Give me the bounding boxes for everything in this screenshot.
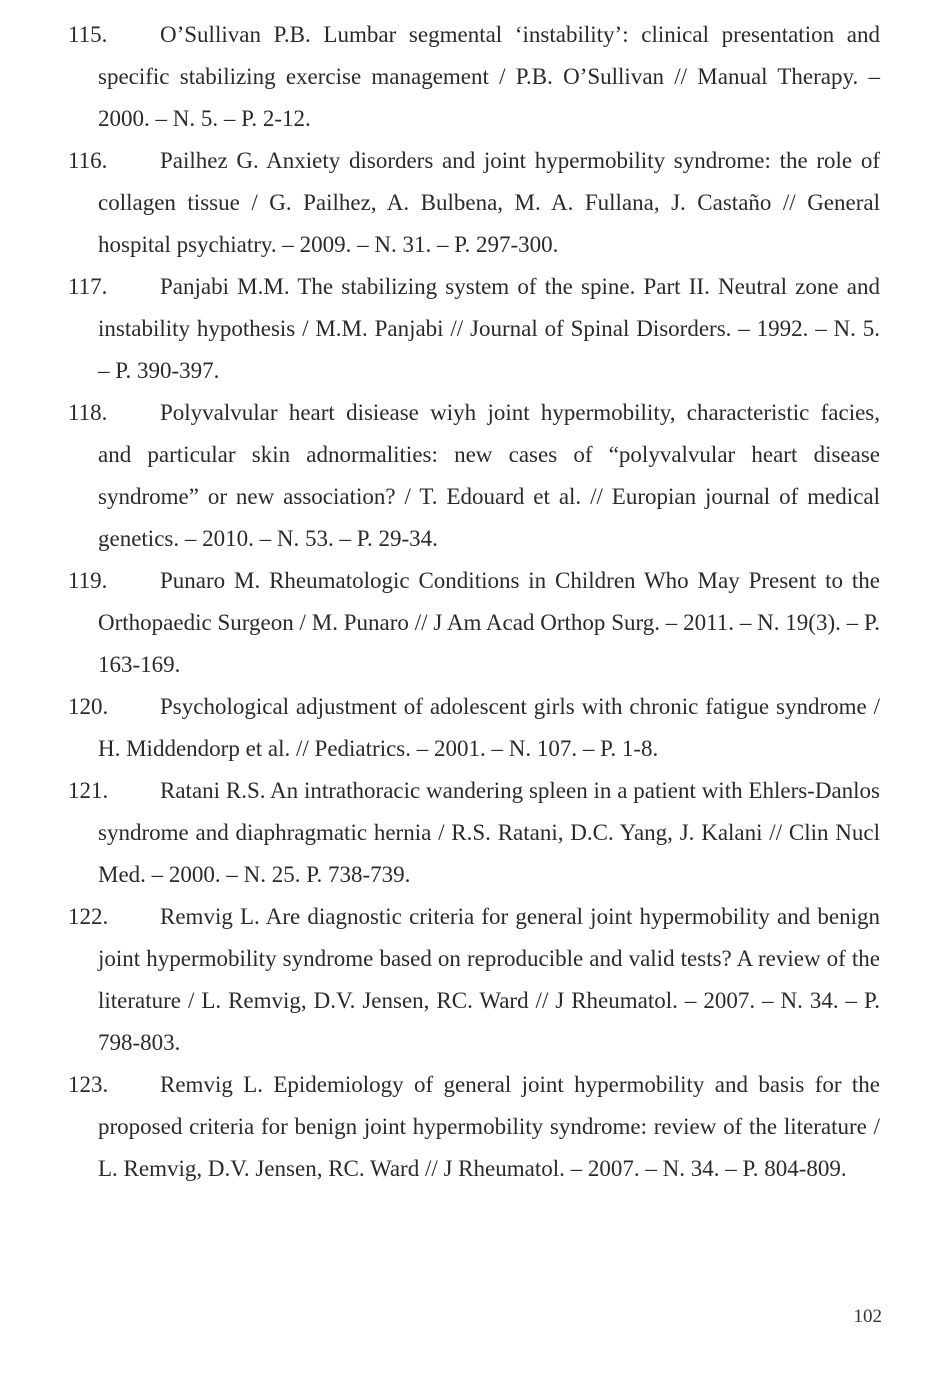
reference-text: Pailhez G. Anxiety disorders and joint hypermobility syndrome: the role of collagen tissue / G. Pailhez, A. Bulbena, M. A. Fullana, J. Castaño // General hospital psychiatry. – 2009. – N. 31. – P. 297-300.	[98, 148, 880, 257]
reference-item	[68, 266, 880, 392]
page-number: 102	[853, 1306, 882, 1327]
reference-text: Ratani R.S. An intrathoracic wandering spleen in a patient with Ehlers-Danlos syndrome and diaphragmatic hernia / R.S. Ratani, D.C. Yang, J. Kalani // Clin Nucl Med. – 2000. – N. 25. P. 738-739.	[98, 778, 880, 887]
reference-number: 121.	[68, 778, 109, 803]
reference-item	[68, 770, 880, 896]
reference-text: Punaro M. Rheumatologic Conditions in Children Who May Present to the Orthopaedic Surgeon / M. Punaro // J Am Acad Orthop Surg. – 2011. – N. 19(3). – P. 163-169.	[98, 568, 880, 677]
reference-item	[68, 392, 880, 560]
reference-text: Psychological adjustment of adolescent girls with chronic fatigue syndrome / H. Middendorp et al. // Pediatrics. – 2001. – N. 107. – P. 1-8.	[98, 694, 880, 761]
reference-text: Polyvalvular heart disiease wiyh joint hypermobility, characteristic facies, and particular skin adnormalities: new cases of “polyvalvular heart disease syndrome” or new association? / T. Edouard et al. // Europian journal of medical genetics. – 2010. – N. 53. – P. 29-34.	[98, 400, 880, 551]
reference-item	[68, 1064, 880, 1190]
reference-item	[68, 140, 880, 266]
reference-number: 115.	[68, 22, 108, 47]
reference-number: 120.	[68, 694, 109, 719]
reference-text: Remvig L. Are diagnostic criteria for general joint hypermobility and benign joint hypermobility syndrome based on reproducible and valid tests? A review of the literature / L. Remvig, D.V. Jensen, RC. Ward // J Rheumatol. – 2007. – N. 34. – P. 798-803.	[98, 904, 880, 1055]
reference-number: 122.	[68, 904, 109, 929]
reference-number: 123.	[68, 1072, 109, 1097]
reference-text: Panjabi M.M. The stabilizing system of the spine. Part II. Neutral zone and instability hypothesis / M.M. Panjabi // Journal of Spinal Disorders. – 1992. – N. 5. – P. 390-397.	[98, 274, 880, 383]
reference-text: O’Sullivan P.B. Lumbar segmental ‘instability’: clinical presentation and specific stabilizing exercise management / P.B. O’Sullivan // Manual Therapy. – 2000. – N. 5. – P. 2-12.	[98, 22, 880, 131]
reference-item	[68, 896, 880, 1064]
reference-number: 118.	[68, 400, 108, 425]
reference-item	[68, 686, 880, 770]
reference-number: 117.	[68, 274, 108, 299]
reference-item	[68, 560, 880, 686]
reference-number: 119.	[68, 568, 108, 593]
reference-number: 116.	[68, 148, 108, 173]
reference-list	[68, 14, 880, 1190]
reference-item	[68, 14, 880, 140]
reference-text: Remvig L. Epidemiology of general joint hypermobility and basis for the proposed criteria for benign joint hypermobility syndrome: review of the literature / L. Remvig, D.V. Jensen, RC. Ward // J Rheumatol. – 2007. – N. 34. – P. 804-809.	[98, 1072, 880, 1181]
